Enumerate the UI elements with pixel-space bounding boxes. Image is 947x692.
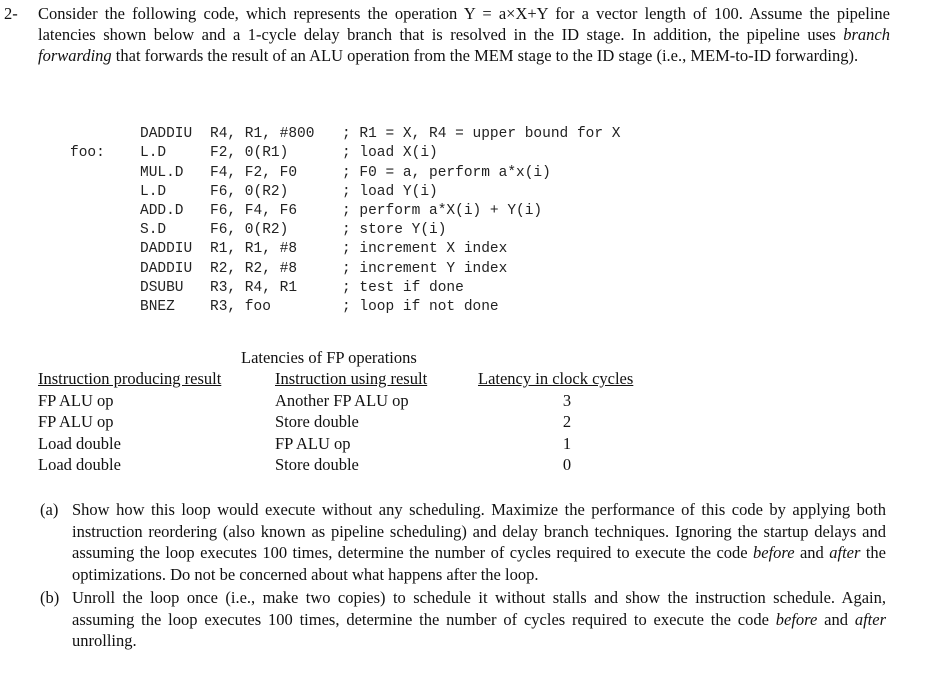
code-comment: ; perform a*X(i) + Y(i) (342, 202, 543, 219)
header-latency: Latency in clock cycles (478, 369, 634, 388)
part-b-text-2: and (817, 609, 855, 629)
code-operands: R3, R4, R1 (210, 279, 298, 296)
intro-italic-term: branch forwarding (38, 25, 890, 65)
question-intro (38, 3, 890, 66)
code-opcode: L.D (140, 145, 167, 162)
part-a (40, 499, 886, 586)
using-cell: Store double (275, 412, 359, 431)
question-parts (40, 499, 886, 653)
code-opcode: DADDIU (140, 126, 193, 143)
part-b-italic-after: after (854, 609, 886, 629)
header-using: Instruction using result (275, 369, 428, 388)
code-opcode: L.D (140, 183, 167, 200)
latency-cell: 1 (562, 433, 572, 453)
code-comment: ; load Y(i) (342, 183, 438, 200)
part-a-label: (a) (40, 500, 59, 519)
question-number: 2- (4, 4, 18, 23)
code-opcode: DSUBU (140, 279, 184, 296)
code-listing (70, 106, 621, 315)
code-operands: R3, foo (210, 298, 271, 315)
code-opcode: S.D (140, 222, 167, 239)
part-a-text-2: and (794, 543, 830, 563)
code-line (70, 106, 621, 143)
code-operands: F4, F2, F0 (210, 164, 298, 181)
latency-table-title: Latencies of FP operations (241, 348, 417, 367)
code-label: foo: (70, 145, 105, 162)
code-operands: F2, 0(R1) (210, 145, 289, 162)
part-a-text-1: Show how this loop would execute without any scheduling. Maximize the performance of this code by applying both instruction reordering (also known as pipeline scheduling) and delay branch techniques. Ignoring the startup delays and assuming the loop executes 100 times, determine the number of cycles required to execute the code (72, 500, 886, 563)
code-operands: F6, F4, F6 (210, 202, 298, 219)
code-operands: R2, R2, #8 (210, 260, 298, 277)
latency-cell: 0 (562, 455, 572, 474)
code-opcode: BNEZ (140, 298, 175, 315)
producing-cell: FP ALU op (38, 390, 114, 410)
code-opcode: ADD.D (140, 202, 184, 219)
intro-text-1: Consider the following code, which represents the operation Y = a×X+Y for a vector length of 100. Assume the pipeline latencies shown below and a 1-cycle delay branch that is resolved in the ID stage. In addition, the pipeline uses (38, 4, 890, 44)
code-operands: R1, R1, #8 (210, 241, 298, 258)
producing-cell: FP ALU op (38, 412, 114, 431)
latency-cell: 2 (562, 412, 572, 431)
producing-cell: Load double (38, 433, 121, 453)
part-a-text-3: the optimizations. Do not be concerned about what happens after the loop. (72, 543, 886, 585)
latency-cell: 3 (562, 390, 572, 410)
part-a-italic-before: before (753, 543, 795, 563)
code-comment: ; loop if not done (342, 298, 499, 315)
code-comment: ; test if done (342, 279, 464, 296)
code-operands: F6, 0(R2) (210, 183, 289, 200)
part-a-italic-after: after (829, 543, 861, 563)
code-comment: ; load X(i) (342, 145, 438, 162)
part-b-label: (b) (40, 587, 60, 607)
using-cell: Store double (275, 455, 359, 474)
code-comment: ; store Y(i) (342, 222, 447, 239)
code-comment: ; F0 = a, perform a*x(i) (342, 164, 551, 181)
part-b-text-3: unrolling. (72, 631, 137, 651)
part-b (40, 587, 886, 652)
producing-cell: Load double (38, 455, 121, 474)
using-cell: FP ALU op (275, 433, 351, 453)
code-operands: R4, R1, #800 (210, 126, 315, 143)
code-comment: ; R1 = X, R4 = upper bound for X (342, 126, 621, 143)
code-opcode: DADDIU (140, 241, 193, 258)
using-cell: Another FP ALU op (275, 390, 409, 410)
part-b-text-1: Unroll the loop once (i.e., make two copies) to schedule it without stalls and show the instruction schedule. Again, assuming the loop executes 100 times, determine the number of cycles required to execute the code (72, 587, 886, 629)
code-comment: ; increment Y index (342, 260, 508, 277)
code-opcode: DADDIU (140, 260, 193, 277)
part-b-italic-before: before (775, 609, 818, 629)
intro-text-2: that forwards the result of an ALU operation from the MEM stage to the ID stage (i.e., MEM-to-ID forwarding). (111, 46, 859, 65)
code-operands: F6, 0(R2) (210, 222, 289, 239)
code-comment: ; increment X index (342, 241, 508, 258)
code-opcode: MUL.D (140, 164, 184, 181)
header-producing: Instruction producing result (38, 369, 222, 388)
